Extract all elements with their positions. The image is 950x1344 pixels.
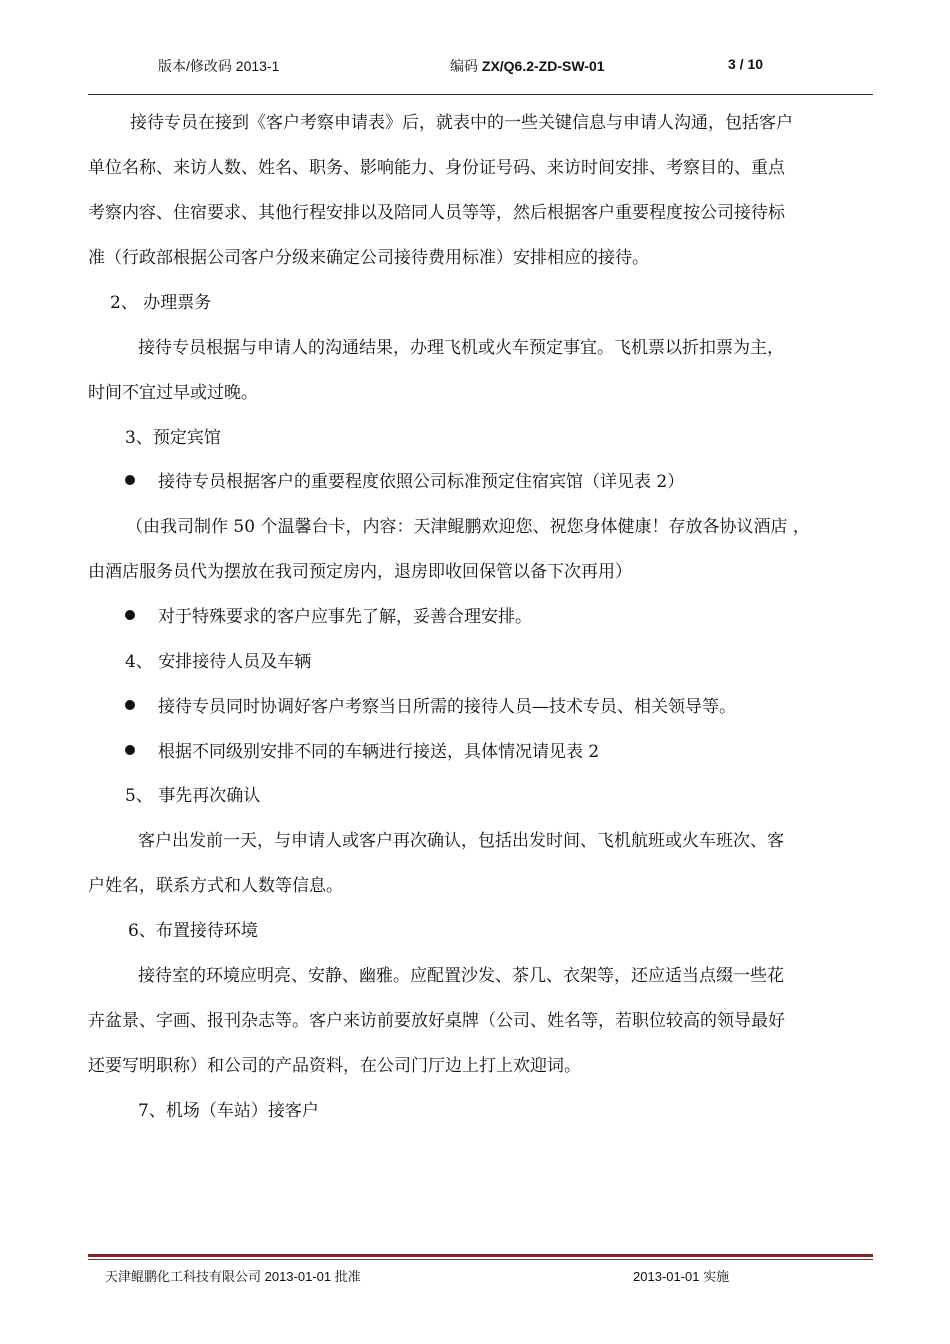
bullet-item: 接待专员根据客户的重要程度依照公司标准预定住宿宾馆（详见表 2） bbox=[158, 472, 685, 492]
section-heading: 4、 安排接待人员及车辆 bbox=[125, 652, 312, 672]
paragraph-line: 还要写明职称）和公司的产品资料，在公司门厅边上打上欢迎词。 bbox=[88, 1056, 581, 1076]
page-footer bbox=[105, 1266, 805, 1286]
paragraph-line: 户姓名，联系方式和人数等信息。 bbox=[88, 876, 343, 896]
section-heading: 3、预定宾馆 bbox=[125, 428, 221, 448]
effective-date: 2013-01-01 实施 bbox=[633, 1269, 730, 1284]
version-code: 版本/修改码 2013-1 bbox=[158, 58, 280, 74]
paragraph-line: 客户出发前一天，与申请人或客户再次确认，包括出发时间、飞机航班或火车班次、客 bbox=[138, 831, 784, 851]
section-heading: 6、布置接待环境 bbox=[128, 921, 258, 941]
footer-divider bbox=[88, 1259, 873, 1260]
section-heading: 5、 事先再次确认 bbox=[125, 786, 261, 806]
footer-divider bbox=[88, 1254, 873, 1257]
paragraph-line: 考察内容、住宿要求、其他行程安排以及陪同人员等等，然后根据客户重要程度按公司接待标 bbox=[88, 203, 785, 223]
bullet-item: 接待专员同时协调好客户考察当日所需的接待人员—技术专员、相关领导等。 bbox=[158, 697, 736, 717]
bullet-item: 根据不同级别安排不同的车辆进行接送，具体情况请见表 2 bbox=[158, 742, 600, 762]
page-number: 3 / 10 bbox=[728, 56, 764, 72]
document-code-value: ZX/Q6.2-ZD-SW-01 bbox=[481, 58, 605, 74]
section-heading: 2、 办理票务 bbox=[110, 293, 212, 313]
paragraph-line: 接待专员根据与申请人的沟通结果，办理飞机或火车预定事宜。飞机票以折扣票为主， bbox=[138, 338, 784, 358]
paragraph-line: 由酒店服务员代为摆放在我司预定房内，退房即收回保管以备下次再用） bbox=[88, 562, 632, 582]
paragraph-line: （由我司制作 50 个温馨台卡，内容：天津鲲鹏欢迎您、祝您身体健康！存放各协议酒店 ， bbox=[126, 517, 810, 537]
paragraph-line: 准（行政部根据公司客户分级来确定公司接待费用标准）安排相应的接待。 bbox=[88, 248, 649, 268]
document-code-label: 编码 bbox=[450, 58, 478, 74]
paragraph-line: 接待专员在接到《客户考察申请表》后，就表中的一些关键信息与申请人沟通，包括客户 bbox=[130, 113, 793, 133]
bullet-item: 对于特殊要求的客户应事先了解，妥善合理安排。 bbox=[158, 607, 532, 627]
paragraph-line: 卉盆景、字画、报刊杂志等。客户来访前要放好桌牌（公司、姓名等，若职位较高的领导最好 bbox=[88, 1011, 785, 1031]
section-heading: 7、机场（车站）接客户 bbox=[138, 1101, 319, 1121]
approval-note: 天津鲲鹏化工科技有限公司 2013-01-01 批准 bbox=[105, 1269, 361, 1284]
document-code bbox=[450, 56, 605, 76]
paragraph-line: 时间不宜过早或过晚。 bbox=[88, 383, 258, 403]
header-divider bbox=[88, 94, 873, 95]
paragraph-line: 接待室的环境应明亮、安静、幽雅。应配置沙发、茶几、衣架等，还应适当点缀一些花 bbox=[138, 966, 784, 986]
page-header bbox=[88, 56, 873, 78]
paragraph-line: 单位名称、来访人数、姓名、职务、影响能力、身份证号码、来访时间安排、考察目的、重点 bbox=[88, 158, 785, 178]
